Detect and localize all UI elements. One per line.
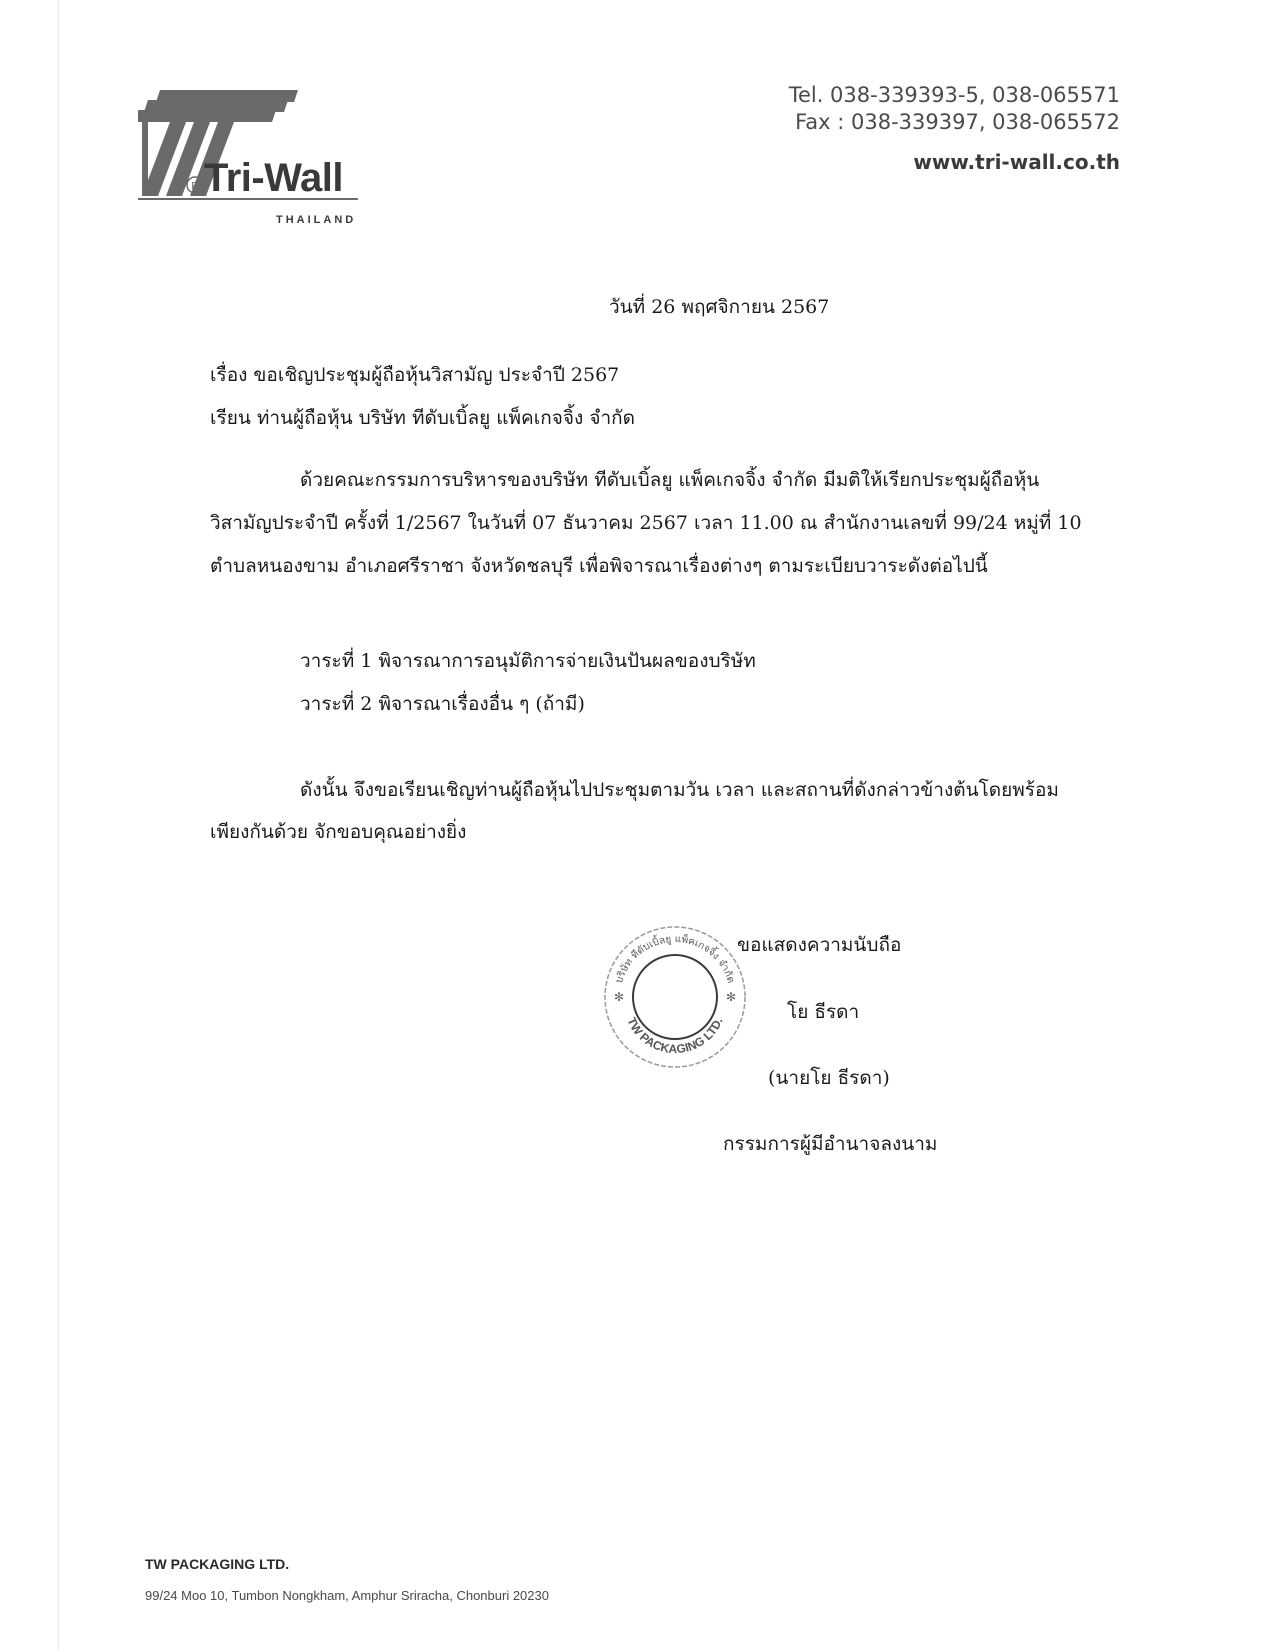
agenda-item: วาระที่ 1 พิจารณาการอนุมัติการจ่ายเงินปันผลของบริษัท xyxy=(300,650,756,672)
signatory-title: กรรมการผู้มีอำนาจลงนาม xyxy=(723,1133,938,1155)
closing-salutation: ขอแสดงความนับถือ xyxy=(737,934,902,956)
footer-address: 99/24 Moo 10, Tumbon Nongkham, Amphur Sriracha, Chonburi 20230 xyxy=(145,1588,549,1603)
paragraph-line: ตำบลหนองขาม อำเภอศรีราชา จังหวัดชลบุรี เพื่อพิจารณาเรื่องต่างๆ ตามระเบียบวาระดังต่อไปนี้ xyxy=(210,555,988,577)
stamp-seal-icon xyxy=(600,922,750,1072)
agenda-list xyxy=(300,640,756,726)
letter-recipient: เรียน ท่านผู้ถือหุ้น บริษัท ทีดับเบิ้ลยู แพ็คเกจจิ้ง จำกัด xyxy=(210,407,635,429)
svg-text:R: R xyxy=(191,181,199,192)
contact-block xyxy=(789,82,1120,174)
paragraph-line: ด้วยคณะกรรมการบริหารของบริษัท ทีดับเบิ้ลยู แพ็คเกจจิ้ง จำกัด มีมติให้เรียกประชุมผู้ถือหุ้น xyxy=(300,469,1040,491)
page-edge xyxy=(58,0,59,1650)
footer-company: TW PACKAGING LTD. xyxy=(145,1556,290,1572)
agenda-item: วาระที่ 2 พิจารณาเรื่องอื่น ๆ (ถ้ามี) xyxy=(300,693,585,715)
paragraph-line: วิสามัญประจำปี ครั้งที่ 1/2567 ในวันที่ 07 ธันวาคม 2567 เวลา 11.00 ณ สำนักงานเลขที่ 99/24 หมู่ที่ 10 xyxy=(210,512,1082,534)
signatory-printed-name: (นายโย ธีรดา) xyxy=(768,1067,890,1089)
company-stamp xyxy=(600,922,750,1072)
letter-subject: เรื่อง ขอเชิญประชุมผู้ถือหุ้นวิสามัญ ประจำปี 2567 xyxy=(210,364,620,386)
website-link[interactable]: www.tri-wall.co.th xyxy=(913,150,1120,174)
company-logo xyxy=(138,86,378,236)
svg-text:TW PACKAGING LTD.: TW PACKAGING LTD. xyxy=(624,1015,726,1057)
paragraph-line: เพียงกันด้วย จักขอบคุณอย่างยิ่ง xyxy=(210,821,467,843)
paragraph-line: ดังนั้น จึงขอเรียนเชิญท่านผู้ถือหุ้นไปประชุมตามวัน เวลา และสถานที่ดังกล่าวข้างต้นโดยพร้อม xyxy=(300,779,1059,801)
svg-text:✻: ✻ xyxy=(726,990,737,1004)
logo-wordmark: Tri-Wall xyxy=(204,156,343,200)
logo-subtitle: THAILAND xyxy=(276,214,357,226)
svg-text:✻: ✻ xyxy=(614,990,625,1004)
svg-text:บริษัท ทีดับเบิ้ลยู แพ็คเกจจิ้: บริษัท ทีดับเบิ้ลยู แพ็คเกจจิ้ง จำกัด xyxy=(613,933,737,985)
signatory-name: โย ธีรดา xyxy=(787,1001,860,1023)
letter-date: วันที่ 26 พฤศจิกายน 2567 xyxy=(609,296,830,318)
fax: Fax : 038-339397, 038-065572 xyxy=(795,110,1120,134)
telephone: Tel. 038-339393-5, 038-065571 xyxy=(788,83,1120,107)
